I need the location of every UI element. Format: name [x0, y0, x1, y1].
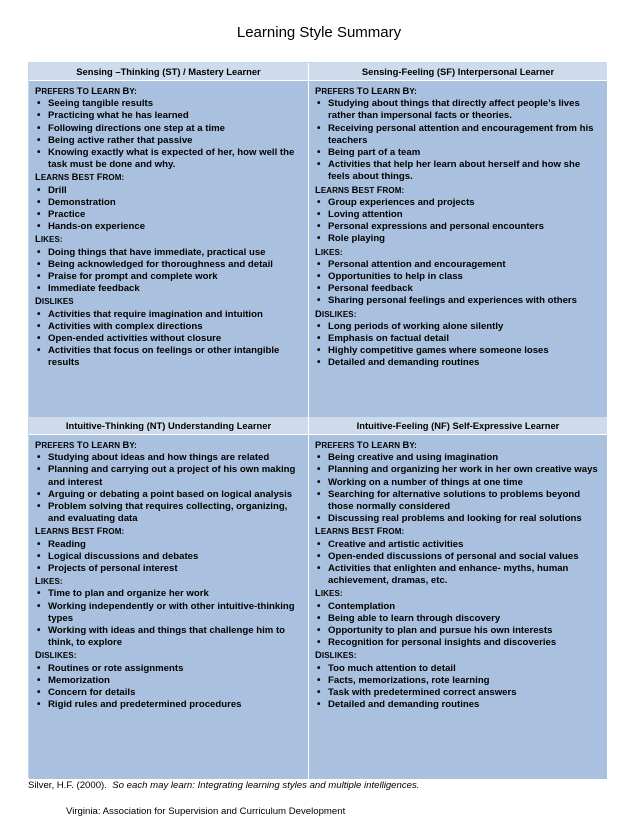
list-item: • Working independently or with other intuitive-thinking types — [35, 601, 304, 625]
list-item: • Planning and organizing her work in her own creative ways — [315, 464, 603, 476]
nf-learns-best-label: LEARNS BEST FROM: — [315, 525, 405, 537]
list-item: • Logical discussions and debates — [35, 551, 304, 563]
sf-learns-best-list — [315, 197, 603, 246]
nt-dislikes-label: DISLIKES: — [35, 649, 77, 661]
nf-likes-label: LIKES: — [315, 587, 343, 599]
nt-prefers-list — [35, 452, 304, 525]
st-dislikes-list — [35, 309, 304, 370]
list-item: • Working with ideas and things that challenge him to think, to explore — [35, 625, 304, 649]
sf-prefers-label: PREFERS TO LEARN BY: — [315, 85, 417, 96]
list-item: • Contemplation — [315, 601, 603, 613]
list-item: • Activities that enlighten and enhance- myths, human achievement, dramas, etc. — [315, 563, 603, 587]
list-item: • Concern for details — [35, 687, 304, 699]
list-item: • Activities that require imagination and intuition — [35, 309, 304, 321]
nt-likes-list — [35, 588, 304, 649]
sf-header: Sensing-Feeling (SF) Interpersonal Learner — [309, 63, 607, 81]
list-item: • Demonstration — [35, 197, 304, 209]
sf-learns-best-label: LEARNS BEST FROM: — [315, 183, 405, 195]
nf-cell — [309, 435, 607, 779]
list-item: • Opportunity to plan and pursue his own interests — [315, 625, 603, 637]
list-item: • Emphasis on factual detail — [315, 333, 603, 345]
nf-likes-list — [315, 601, 603, 650]
nt-learns-best-label: LEARNS BEST FROM: — [35, 525, 125, 537]
list-item: • Personal attention and encouragement — [315, 259, 603, 271]
citation-author: Silver, H.F. (2000). — [28, 780, 107, 791]
list-item: • Projects of personal interest — [35, 563, 304, 575]
list-item: • Activities with complex directions — [35, 321, 304, 333]
nt-dislikes-list — [35, 663, 304, 712]
nf-dislikes-list — [315, 663, 603, 712]
list-item: • Reading — [35, 539, 304, 551]
nt-prefers-label: PREFERS TO LEARN BY: — [35, 439, 137, 450]
list-item: • Role playing — [315, 233, 603, 245]
list-item: • Hands-on experience — [35, 221, 304, 233]
list-item: • Open-ended activities without closure — [35, 333, 304, 345]
list-item: • Activities that focus on feelings or other intangible results — [35, 345, 304, 369]
list-item: • Sharing personal feelings and experiences with others — [315, 295, 603, 307]
list-item: • Group experiences and projects — [315, 197, 603, 209]
sf-likes-list — [315, 259, 603, 308]
list-item: • Time to plan and organize her work — [35, 588, 304, 600]
list-item: • Being active rather that passive — [35, 135, 304, 147]
nf-prefers-label: PREFERS TO LEARN BY: — [315, 439, 417, 450]
list-item: • Opportunities to help in class — [315, 271, 603, 283]
list-item: • Being creative and using imagination — [315, 452, 603, 464]
nt-cell — [29, 435, 309, 779]
list-item: • Arguing or debating a point based on logical analysis — [35, 489, 304, 501]
nf-learns-best-list — [315, 539, 603, 588]
list-item: • Discussing real problems and looking for real solutions — [315, 513, 603, 525]
list-item: • Memorization — [35, 675, 304, 687]
st-likes-list — [35, 247, 304, 296]
list-item: • Activities that help her learn about herself and how she feels about things. — [315, 159, 603, 183]
list-item: • Immediate feedback — [35, 283, 304, 295]
st-likes-label: LIKES: — [35, 233, 63, 245]
list-item: • Studying about things that directly affect people’s lives rather than impersonal facts or theories. — [315, 98, 603, 122]
st-header: Sensing –Thinking (ST) / Mastery Learner — [29, 63, 309, 81]
list-item: • Personal expressions and personal encounters — [315, 221, 603, 233]
list-item: • Being part of a team — [315, 147, 603, 159]
list-item: • Highly competitive games where someone loses — [315, 345, 603, 357]
nt-header: Intuitive-Thinking (NT) Understanding Learner — [29, 417, 309, 435]
page-title: Learning Style Summary — [236, 24, 402, 41]
list-item: • Facts, memorizations, rote learning — [315, 675, 603, 687]
list-item: • Planning and carrying out a project of his own making and interest — [35, 464, 304, 488]
list-item: • Seeing tangible results — [35, 98, 304, 110]
list-item: • Creative and artistic activities — [315, 539, 603, 551]
list-item: • Being able to learn through discovery — [315, 613, 603, 625]
sf-dislikes-list — [315, 321, 603, 370]
sf-likes-label: LIKES: — [315, 245, 343, 257]
list-item: • Detailed and demanding routines — [315, 699, 603, 711]
list-item: • Practice — [35, 209, 304, 221]
nt-likes-label: LIKES: — [35, 575, 63, 587]
list-item: • Doing things that have immediate, practical use — [35, 247, 304, 259]
list-item: • Personal feedback — [315, 283, 603, 295]
st-learns-best-list — [35, 185, 304, 234]
nf-header: Intuitive-Feeling (NF) Self-Expressive Learner — [309, 417, 607, 435]
list-item: • Studying about ideas and how things are related — [35, 452, 304, 464]
citation-line — [28, 780, 419, 791]
nt-learns-best-list — [35, 539, 304, 576]
citation-publisher: Virginia: Association for Supervision and Curriculum Development — [66, 806, 346, 817]
sf-prefers-list — [315, 98, 603, 183]
list-item: • Knowing exactly what is expected of her, how well the task must be done and why. — [35, 147, 304, 171]
list-item: • Praise for prompt and complete work — [35, 271, 304, 283]
citation-work: So each may learn: Integrating learning styles and multiple intelligences. — [112, 780, 420, 791]
list-item: • Long periods of working alone silently — [315, 321, 603, 333]
list-item: • Detailed and demanding routines — [315, 357, 603, 369]
list-item: • Being acknowledged for thoroughness and detail — [35, 259, 304, 271]
st-learns-best-label: LEARNS BEST FROM: — [35, 171, 125, 183]
st-prefers-label: PREFERS TO LEARN BY: — [35, 85, 137, 96]
st-dislikes-label: DISLIKES — [35, 295, 74, 307]
list-item: • Following directions one step at a time — [35, 123, 304, 135]
st-prefers-list — [35, 98, 304, 171]
list-item: • Recognition for personal insights and discoveries — [315, 637, 603, 649]
list-item: • Drill — [35, 185, 304, 197]
list-item: • Rigid rules and predetermined procedures — [35, 699, 304, 711]
st-cell — [29, 81, 309, 417]
nf-prefers-list — [315, 452, 603, 525]
list-item: • Task with predetermined correct answers — [315, 687, 603, 699]
list-item: • Searching for alternative solutions to problems beyond those normally considered — [315, 489, 603, 513]
list-item: • Practicing what he has learned — [35, 110, 304, 122]
list-item: • Open-ended discussions of personal and social values — [315, 551, 603, 563]
sf-cell — [309, 81, 607, 417]
list-item: • Working on a number of things at one time — [315, 477, 603, 489]
sf-dislikes-label: DISLIKES: — [315, 307, 357, 319]
list-item: • Problem solving that requires collecting, organizing, and evaluating data — [35, 501, 304, 525]
list-item: • Routines or rote assignments — [35, 663, 304, 675]
nf-dislikes-label: DISLIKES: — [315, 649, 357, 661]
learning-style-table — [28, 62, 606, 778]
list-item: • Loving attention — [315, 209, 603, 221]
list-item: • Receiving personal attention and encouragement from his teachers — [315, 123, 603, 147]
list-item: • Too much attention to detail — [315, 663, 603, 675]
